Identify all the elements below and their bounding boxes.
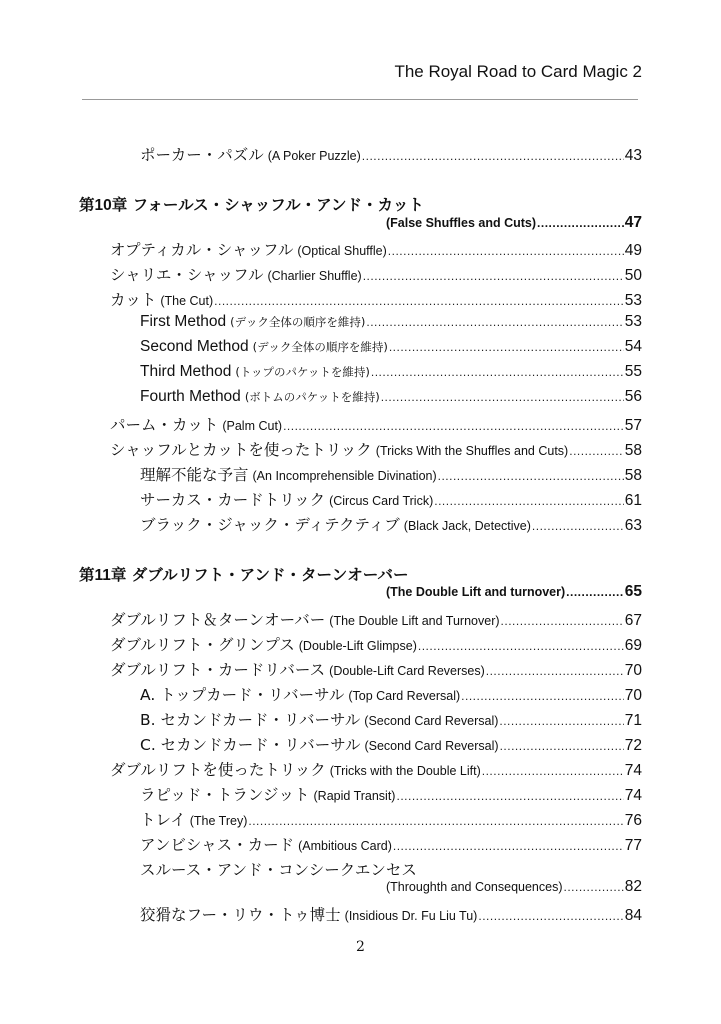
entry-title-en: (Double-Lift Card Reverses) bbox=[329, 664, 485, 678]
toc-entry[interactable] bbox=[110, 658, 642, 680]
chapter-title-en: (The Double Lift and turnover) bbox=[386, 585, 566, 599]
leader-dots bbox=[418, 639, 624, 653]
entry-page: 72 bbox=[624, 737, 642, 754]
entry-title-ja: ラピッド・トランジット bbox=[140, 786, 310, 804]
leader-dots bbox=[371, 365, 624, 379]
toc-entry[interactable] bbox=[110, 758, 642, 780]
chapter-number: 第11章 bbox=[79, 567, 127, 584]
entry-page: 57 bbox=[624, 417, 642, 434]
entry-title-ja: ブラック・ジャック・ディテクティブ bbox=[140, 516, 400, 534]
entry-title: Fourth Method bbox=[140, 388, 241, 405]
toc-entry[interactable] bbox=[140, 313, 642, 331]
entry-title-ja: B. セカンドカード・リバーサル bbox=[140, 711, 361, 729]
entry-subtitle: (トップのパケットを維持) bbox=[235, 365, 370, 379]
leader-dots bbox=[564, 880, 624, 894]
toc-entry[interactable] bbox=[140, 513, 642, 535]
entry-title-en: (Black Jack, Detective) bbox=[403, 519, 531, 533]
entry-title-ja: ダブルリフト＆ターンオーバー bbox=[110, 611, 326, 629]
entry-page: 53 bbox=[624, 292, 642, 309]
entry-page: 71 bbox=[624, 712, 642, 729]
toc-entry[interactable] bbox=[140, 833, 642, 855]
chapter-title-en: (False Shuffles and Cuts) bbox=[386, 216, 537, 230]
entry-title: Second Method bbox=[140, 338, 249, 355]
leader-dots bbox=[569, 444, 624, 458]
entry-page: 74 bbox=[624, 762, 642, 779]
entry-title-en: (Second Card Reversal) bbox=[364, 739, 499, 753]
leader-dots bbox=[381, 390, 624, 404]
toc-entry[interactable] bbox=[140, 363, 642, 381]
entry-title: First Method bbox=[140, 313, 227, 330]
page-header-title: The Royal Road to Card Magic 2 bbox=[394, 62, 642, 81]
leader-dots bbox=[388, 244, 624, 258]
leader-dots bbox=[500, 739, 624, 753]
entry-title-en: (A Poker Puzzle) bbox=[267, 149, 361, 163]
leader-dots bbox=[478, 909, 623, 923]
leader-dots bbox=[362, 149, 624, 163]
entry-title-en: (The Cut) bbox=[160, 294, 214, 308]
entry-title-ja: アンビシャス・カード bbox=[140, 836, 295, 854]
leader-dots bbox=[482, 764, 624, 778]
entry-title: Third Method bbox=[140, 363, 232, 380]
entry-title-ja: ポーカー・パズル bbox=[140, 146, 264, 164]
chapter-heading[interactable] bbox=[79, 193, 424, 215]
leader-dots bbox=[532, 519, 624, 533]
toc-entry[interactable] bbox=[110, 608, 642, 630]
toc-entry[interactable] bbox=[140, 488, 642, 510]
entry-subtitle: (デック全体の順序を維持) bbox=[252, 340, 388, 354]
entry-title-en: (Rapid Transit) bbox=[313, 789, 396, 803]
toc-entry[interactable] bbox=[110, 263, 642, 285]
entry-title-en: (Palm Cut) bbox=[222, 419, 283, 433]
entry-page: 61 bbox=[624, 492, 642, 509]
leader-dots bbox=[248, 814, 623, 828]
leader-dots bbox=[396, 789, 623, 803]
leader-dots bbox=[501, 614, 624, 628]
toc-entry-continuation[interactable] bbox=[386, 878, 642, 896]
chapter-heading[interactable] bbox=[79, 563, 408, 585]
toc-entry[interactable] bbox=[140, 463, 642, 485]
toc-entry[interactable] bbox=[140, 143, 642, 165]
entry-title-en: (Charlier Shuffle) bbox=[267, 269, 362, 283]
toc-entry[interactable] bbox=[110, 288, 642, 310]
entry-page: 69 bbox=[624, 637, 642, 654]
entry-title-ja: ダブルリフト・カードリバース bbox=[110, 661, 326, 679]
leader-dots bbox=[566, 585, 624, 599]
entry-title-ja: ダブルリフト・グリンプス bbox=[110, 636, 295, 654]
entry-title-ja: シャッフルとカットを使ったトリック bbox=[110, 441, 372, 459]
toc-entry-title-line[interactable] bbox=[140, 858, 417, 880]
leader-dots bbox=[283, 419, 624, 433]
entry-page: 58 bbox=[624, 467, 642, 484]
entry-page: 77 bbox=[624, 837, 642, 854]
chapter-title: ダブルリフト・アンド・ターンオーバー bbox=[131, 566, 409, 584]
entry-title-en: (Top Card Reversal) bbox=[348, 689, 461, 703]
entry-title-ja: C. セカンドカード・リバーサル bbox=[140, 736, 361, 754]
leader-dots bbox=[486, 664, 624, 678]
chapter-number: 第10章 bbox=[79, 197, 128, 214]
entry-title-en: (Optical Shuffle) bbox=[297, 244, 387, 258]
entry-title-ja: パーム・カット bbox=[110, 416, 219, 434]
entry-title-en: (The Trey) bbox=[189, 814, 248, 828]
entry-page: 58 bbox=[624, 442, 642, 459]
toc-entry[interactable] bbox=[140, 683, 642, 705]
leader-dots bbox=[537, 216, 624, 230]
toc-entry[interactable] bbox=[140, 708, 642, 730]
entry-page: 53 bbox=[624, 313, 642, 330]
entry-title-ja: 理解不能な予言 bbox=[140, 466, 249, 484]
entry-title-en: (The Double Lift and Turnover) bbox=[329, 614, 500, 628]
toc-entry[interactable] bbox=[110, 413, 642, 435]
entry-title-en: (Tricks With the Shuffles and Cuts) bbox=[375, 444, 569, 458]
toc-entry[interactable] bbox=[140, 388, 642, 406]
toc-entry[interactable] bbox=[110, 633, 642, 655]
leader-dots bbox=[393, 839, 624, 853]
entry-page: 54 bbox=[624, 338, 642, 355]
toc-entry[interactable] bbox=[140, 903, 642, 925]
chapter-subtitle-row[interactable] bbox=[386, 214, 642, 232]
leader-dots bbox=[438, 469, 624, 483]
entry-page: 50 bbox=[624, 267, 642, 284]
entry-page: 49 bbox=[624, 242, 642, 259]
entry-page: 74 bbox=[624, 787, 642, 804]
entry-page: 70 bbox=[624, 662, 642, 679]
entry-page: 70 bbox=[624, 687, 642, 704]
leader-dots bbox=[363, 269, 624, 283]
entry-title-ja: カット bbox=[110, 291, 157, 309]
entry-title-ja: シャリエ・シャッフル bbox=[110, 266, 264, 284]
toc-entry[interactable] bbox=[140, 783, 642, 805]
entry-title-en: (An Incomprehensible Divination) bbox=[252, 469, 437, 483]
entry-subtitle: (デック全体の順序を維持) bbox=[230, 315, 366, 329]
entry-title-en: (Tricks with the Double Lift) bbox=[329, 764, 481, 778]
entry-title-en: (Insidious Dr. Fu Liu Tu) bbox=[344, 909, 478, 923]
entry-title-ja: A. トップカード・リバーサル bbox=[140, 686, 345, 704]
leader-dots bbox=[214, 294, 624, 308]
page-number: 2 bbox=[356, 939, 365, 955]
leader-dots bbox=[366, 315, 623, 329]
chapter-title: フォールス・シャッフル・アンド・カット bbox=[132, 196, 424, 214]
entry-page: 76 bbox=[624, 812, 642, 829]
toc-entry[interactable] bbox=[140, 733, 642, 755]
entry-title-ja: スルース・アンド・コンシークエンセス bbox=[140, 861, 417, 879]
entry-title-en: (Circus Card Trick) bbox=[329, 494, 434, 508]
chapter-page: 65 bbox=[624, 583, 642, 600]
entry-subtitle: (ボトムのパケットを維持) bbox=[244, 390, 380, 404]
entry-page: 55 bbox=[624, 363, 642, 380]
entry-title-en: (Second Card Reversal) bbox=[364, 714, 499, 728]
entry-title-ja: オプティカル・シャッフル bbox=[110, 241, 294, 259]
toc-entry[interactable] bbox=[110, 238, 642, 260]
entry-page: 84 bbox=[624, 907, 642, 924]
entry-title-ja: ダブルリフトを使ったトリック bbox=[110, 761, 326, 779]
entry-page: 43 bbox=[624, 147, 642, 164]
toc-entry[interactable] bbox=[110, 438, 642, 460]
chapter-subtitle-row[interactable] bbox=[386, 583, 642, 601]
toc-entry[interactable] bbox=[140, 338, 642, 356]
entry-page: 63 bbox=[624, 517, 642, 534]
entry-title-en: (Ambitious Card) bbox=[298, 839, 392, 853]
entry-title-ja: 狡猾なフー・リウ・トゥ博士 bbox=[140, 906, 341, 924]
toc-entry[interactable] bbox=[140, 808, 642, 830]
chapter-page: 47 bbox=[624, 214, 642, 231]
entry-title-en: (Double-Lift Glimpse) bbox=[298, 639, 417, 653]
entry-title-ja: サーカス・カードトリック bbox=[140, 491, 326, 509]
leader-dots bbox=[461, 689, 624, 703]
entry-title-ja: トレイ bbox=[140, 811, 186, 829]
leader-dots bbox=[389, 340, 624, 354]
leader-dots bbox=[499, 714, 623, 728]
leader-dots bbox=[434, 494, 624, 508]
entry-page: 56 bbox=[624, 388, 642, 405]
entry-title-en: (Throughth and Consequences) bbox=[386, 880, 563, 894]
entry-page: 67 bbox=[624, 612, 642, 629]
entry-page: 82 bbox=[624, 878, 642, 895]
